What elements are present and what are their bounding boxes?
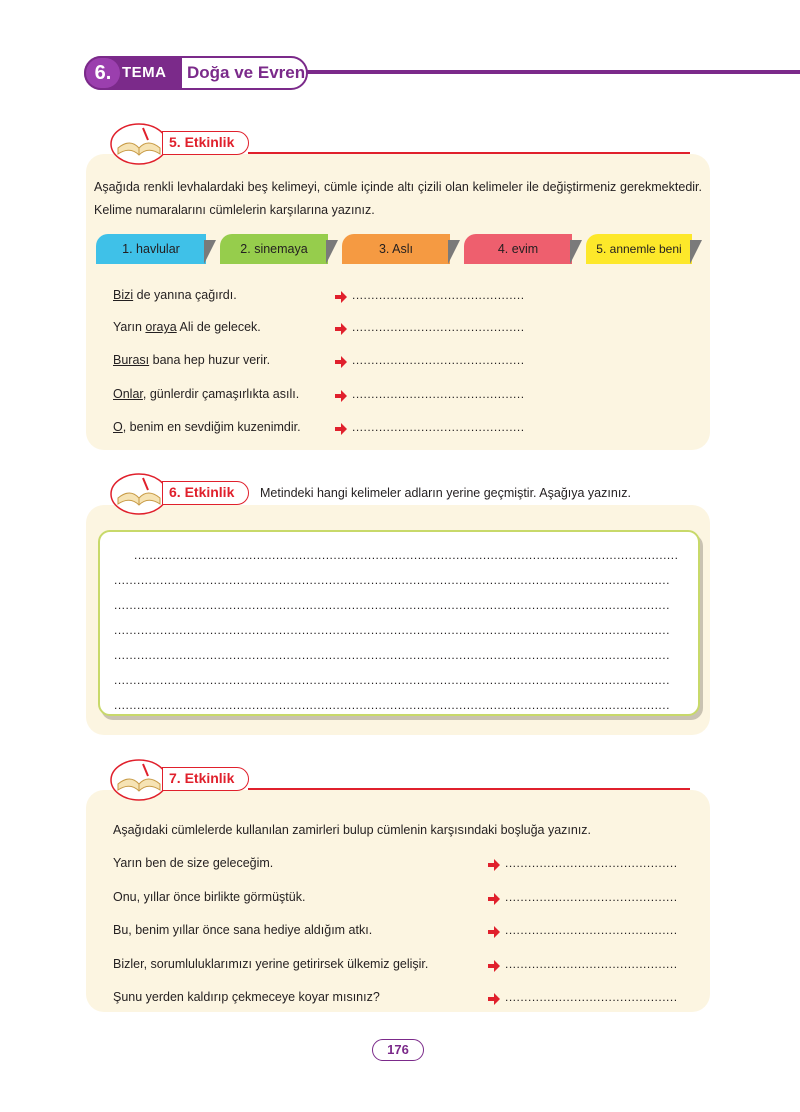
sign-3-shadow — [448, 240, 460, 264]
sign-5-label: 5. annemle beni — [586, 234, 692, 264]
activity6-tag: 6. Etkinlik — [162, 481, 249, 505]
sign-1-label: 1. havlular — [96, 234, 206, 264]
activity5-sentence-5: O, benim en sevdiğim kuzenimdir. — [113, 420, 301, 434]
answer-blank[interactable]: ............................................. — [505, 890, 678, 904]
activity5-tag: 5. Etkinlik — [162, 131, 249, 155]
activity7-sentence-4: Bizler, sorumluluklarımızı yerine getirirsek ülkemiz gelişir. — [113, 957, 429, 971]
activity5-sentence-2: Yarın oraya Ali de gelecek. — [113, 320, 261, 334]
answer-blank[interactable]: ............................................. — [505, 923, 678, 937]
sign-4-label: 4. evim — [464, 234, 572, 264]
sign-1-shadow — [204, 240, 216, 264]
unit-title: Doğa ve Evren — [187, 63, 306, 82]
arrow-right-icon — [487, 892, 501, 906]
activity7-instruction: Aşağıdaki cümlelerde kullanılan zamirleri bulup cümlenin karşısındaki boşluğa yazınız. — [113, 823, 592, 837]
sign-5-shadow — [690, 240, 702, 264]
arrow-right-icon — [334, 422, 348, 436]
sign-5 — [586, 234, 702, 264]
activity7-rule — [248, 788, 690, 790]
answer-blank[interactable]: ............................................. — [505, 990, 678, 1004]
answer-blank[interactable]: ............................................. — [505, 856, 678, 870]
activity7-sentence-1: Yarın ben de size geleceğim. — [113, 856, 274, 870]
arrow-right-icon — [487, 992, 501, 1006]
arrow-right-icon — [487, 925, 501, 939]
activity5-sentence-4: Onlar, günlerdir çamaşırlıkta asılı. — [113, 387, 300, 401]
page-number: 176 — [372, 1039, 424, 1061]
sign-4 — [464, 234, 582, 264]
arrow-right-icon — [487, 858, 501, 872]
sign-2-shadow — [326, 240, 338, 264]
sign-3 — [342, 234, 460, 264]
writing-line[interactable]: ................................................................................................................................................. — [114, 673, 670, 687]
sign-2 — [220, 234, 338, 264]
unit-word: TEMA — [122, 64, 167, 81]
activity6-instruction: Metindeki hangi kelimeler adların yerine geçmiştir. Aşağıya yazınız. — [260, 486, 632, 500]
header-rule — [300, 70, 800, 74]
writing-line[interactable]: ................................................................................................................................................. — [114, 648, 670, 662]
writing-line[interactable]: ................................................................................................................................................. — [114, 698, 670, 712]
writing-line[interactable]: ................................................................................................................................................. — [114, 598, 670, 612]
activity7-tag: 7. Etkinlik — [162, 767, 249, 791]
activity7-sentence-2: Onu, yıllar önce birlikte görmüştük. — [113, 890, 306, 904]
book-icon — [108, 118, 170, 166]
arrow-right-icon — [334, 322, 348, 336]
answer-blank[interactable]: ............................................. — [352, 288, 525, 302]
writing-line[interactable]: ................................................................................................................................................. — [114, 573, 670, 587]
arrow-right-icon — [487, 959, 501, 973]
activity7-sentence-3: Bu, benim yıllar önce sana hediye aldığım atkı. — [113, 923, 373, 937]
answer-blank[interactable]: ............................................. — [352, 320, 525, 334]
activity7-sentence-5: Şunu yerden kaldırıp çekmeceye koyar mısınız? — [113, 990, 380, 1004]
answer-blank[interactable]: ............................................. — [505, 957, 678, 971]
book-icon — [108, 754, 170, 802]
activity5-instruction: Aşağıda renkli levhalardaki beş kelimeyi, cümle içinde altı çizili olan kelimeler ile değiştirmeniz gerekmektedir. Kelime numaralarını cümlelerin karşılarına yazınız. — [94, 180, 702, 217]
arrow-right-icon — [334, 290, 348, 304]
book-icon — [108, 468, 170, 516]
sign-3-label: 3. Aslı — [342, 234, 450, 264]
sign-4-shadow — [570, 240, 582, 264]
unit-number: 6. — [86, 58, 120, 88]
arrow-right-icon — [334, 389, 348, 403]
activity5-sentence-1: Bizi de yanına çağırdı. — [113, 288, 237, 302]
sign-2-label: 2. sinemaya — [220, 234, 328, 264]
writing-line[interactable]: .............................................................................................................................................. — [134, 548, 679, 562]
answer-blank[interactable]: ............................................. — [352, 420, 525, 434]
activity5-rule — [248, 152, 690, 154]
answer-blank[interactable]: ............................................. — [352, 353, 525, 367]
sign-1 — [96, 234, 216, 264]
activity5-sentence-3: Burası bana hep huzur verir. — [113, 353, 271, 367]
answer-blank[interactable]: ............................................. — [352, 387, 525, 401]
arrow-right-icon — [334, 355, 348, 369]
writing-line[interactable]: ................................................................................................................................................. — [114, 623, 670, 637]
